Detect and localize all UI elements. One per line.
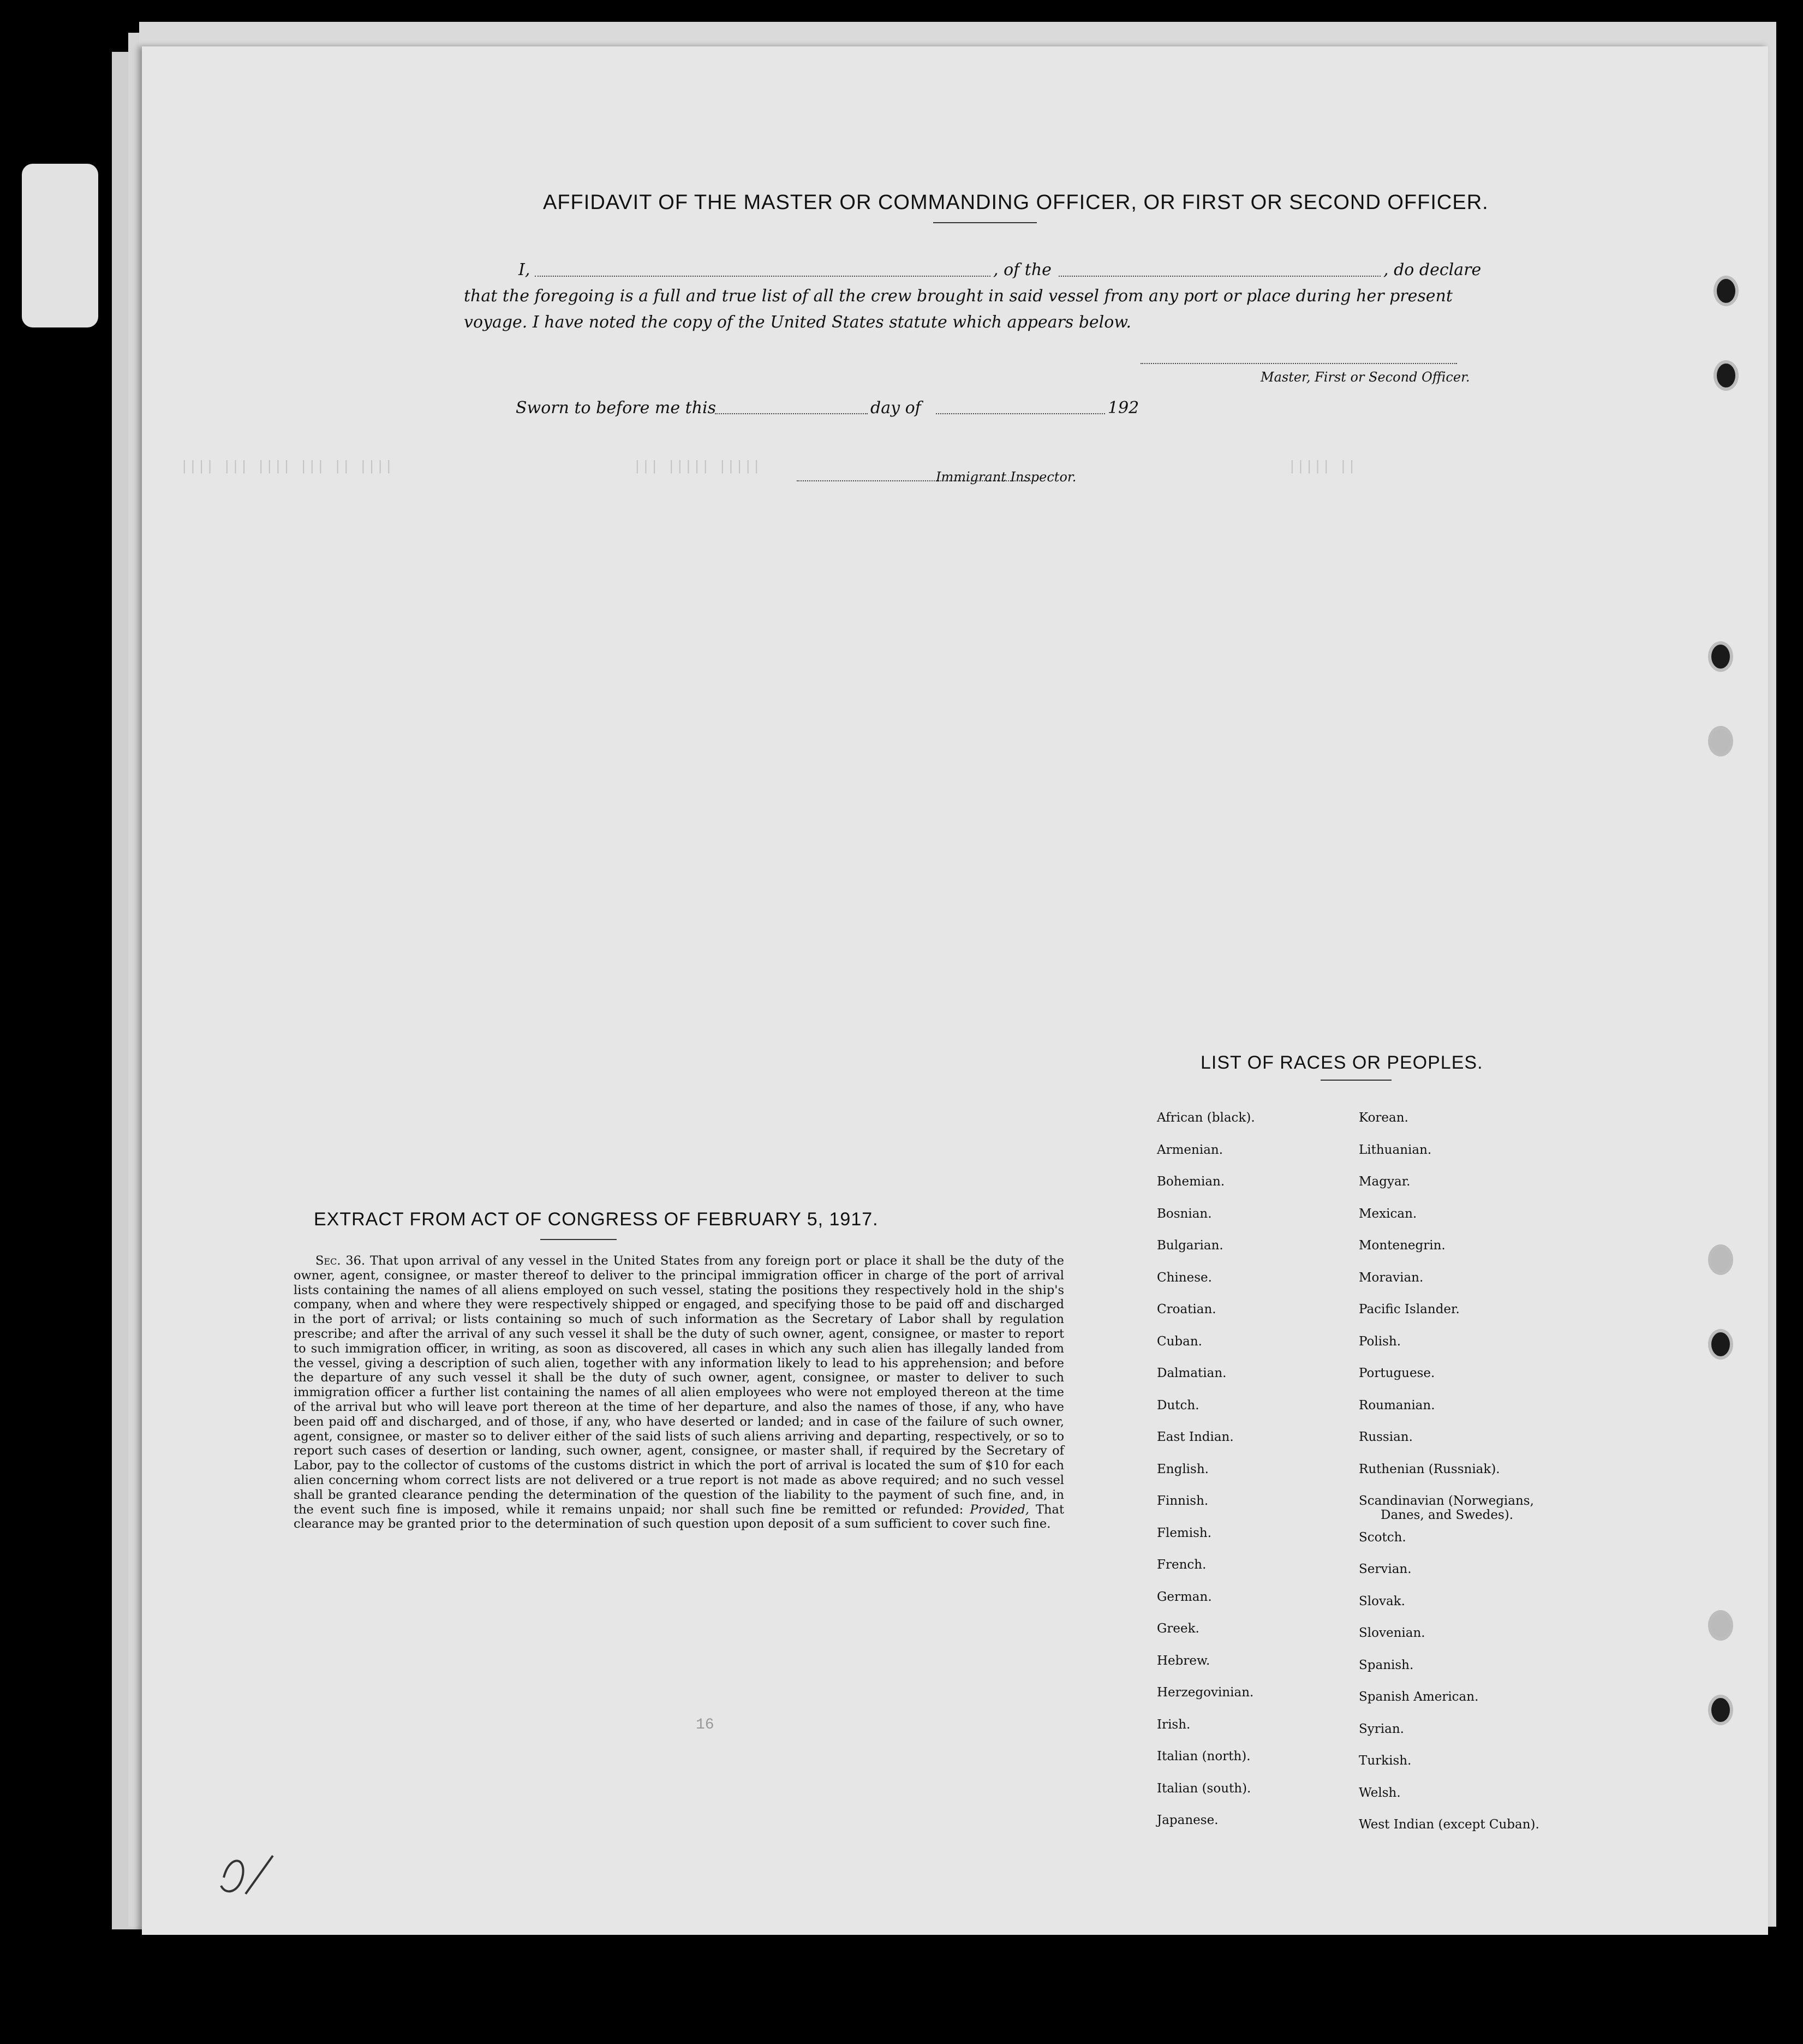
race-item: Portuguese. — [1359, 1366, 1435, 1380]
race-item: Welsh. — [1359, 1785, 1401, 1800]
master-signature-blank[interactable] — [1141, 363, 1457, 364]
binder-hole — [1708, 1329, 1733, 1360]
affidavit-i-label: I, — [518, 260, 530, 279]
binder-hole — [1708, 641, 1733, 672]
binder-hole — [1708, 1695, 1733, 1725]
document-page — [142, 46, 1768, 1935]
bleed-through-text: ||| ||||| ||||| — [633, 458, 761, 475]
race-item: Spanish American. — [1359, 1690, 1479, 1704]
page-edge-tab — [22, 164, 98, 327]
race-item: Italian (south). — [1157, 1781, 1251, 1796]
race-item: Japanese. — [1157, 1813, 1219, 1827]
race-item: Scotch. — [1359, 1530, 1406, 1545]
statute-body: That upon arrival of any vessel in the United States from any foreign port or place it shall be the duty of the owner, agent, consignee, or master thereof to deliver to the principal immigration officer in charge of the port of arrival lists containing the names of all aliens employed on such vessel, stating the positions they respectively hold in the ship's company, when and where they were respectively shipped or engaged, and specifying those to be paid off and discharged in the port of arrival; or lists containing so much of such information as the Secretary of Labor shall by regulation prescribe; and after the arrival of any such vessel it shall be the duty of such owner, agent, consignee, or master to report to such immigration officer, in writing, as soon as discovered, all cases in which any such alien has illegally landed from the vessel, giving a description of such alien, together with any information likely to lead to his apprehension; and before the departure of any such vessel it shall be the duty of such owner, agent, consignee, or master to deliver to such immigration officer a further list containing the names of all alien employees who were not employed thereon at the time of the arrival but who will leave port thereon at the time of her departure, and also the names of those, if any, who have been paid off and discharged, and of those, if any, who have deserted or landed; and in case of the failure of such owner, agent, consignee, or master so to deliver either of the said lists of such aliens arriving and departing, respectively, or so to report such cases of desertion or landing, such owner, agent, consignee, or master shall, if required by the Secretary of Labor, pay to the collector of customs of the customs district in which the port of arrival is located the sum of $10 for each alien concerning whom correct lists are not delivered or a true report is not made as above required; and no such vessel shall be granted clearance pending the determination of the question of the liability to the payment of such fine, and, in the event such fine is imposed, while it remains unpaid; nor shall such fine be remitted or refunded: — [294, 1254, 1064, 1517]
vessel-name-blank[interactable] — [1059, 276, 1381, 277]
races-heading: LIST OF RACES OR PEOPLES. — [1201, 1052, 1483, 1073]
race-item: Pacific Islander. — [1359, 1302, 1460, 1316]
race-item: Finnish. — [1157, 1494, 1209, 1508]
binder-hole — [1714, 276, 1739, 306]
handwritten-mark — [213, 1845, 284, 1905]
race-item: Bosnian. — [1157, 1206, 1212, 1221]
race-item: Turkish. — [1359, 1754, 1412, 1768]
race-item: English. — [1157, 1462, 1209, 1476]
affidavit-declare-label: , do declare — [1383, 260, 1482, 279]
sworn-label: Sworn to before me this — [516, 398, 717, 418]
race-item: Magyar. — [1359, 1175, 1411, 1189]
master-signature-label: Master, First or Second Officer. — [1261, 370, 1470, 385]
race-item: Irish. — [1157, 1717, 1191, 1732]
race-item: Korean. — [1359, 1111, 1408, 1125]
race-item: Italian (north). — [1157, 1749, 1251, 1763]
sworn-month-blank[interactable] — [936, 413, 1105, 414]
statute-body-end: That clearance may be granted prior to the determination of such question upon deposit of a sum sufficient to cover such fine. — [294, 1502, 1064, 1531]
race-item: Roumanian. — [1359, 1398, 1435, 1413]
year-label: 192 — [1108, 398, 1139, 418]
affidavit-of-the-label: , of the — [993, 260, 1052, 279]
master-name-blank[interactable] — [535, 276, 990, 277]
heading-rule — [933, 222, 1037, 223]
statute-provided-label: Provided, — [970, 1502, 1030, 1517]
sworn-day-blank[interactable] — [715, 413, 868, 414]
race-item: Montenegrin. — [1359, 1238, 1446, 1253]
race-item: Syrian. — [1359, 1721, 1404, 1736]
binder-hole — [1714, 360, 1739, 391]
race-item: Ruthenian (Russniak). — [1359, 1462, 1500, 1476]
bleed-through-text: ||||| || — [1288, 458, 1356, 475]
races-column-1 — [1157, 1111, 1353, 1886]
race-item: Hebrew. — [1157, 1653, 1210, 1668]
affidavit-line-3: voyage. I have noted the copy of the United States statute which appears below. — [464, 313, 1131, 332]
binder-hole — [1708, 726, 1733, 756]
race-item: Dalmatian. — [1157, 1366, 1227, 1380]
race-item: Flemish. — [1157, 1525, 1212, 1540]
race-item: Greek. — [1157, 1622, 1199, 1636]
binder-hole — [1708, 1610, 1733, 1641]
extract-heading-rule — [540, 1239, 617, 1240]
race-item: Croatian. — [1157, 1302, 1216, 1316]
races-column-2 — [1359, 1111, 1588, 1886]
race-item: Chinese. — [1157, 1270, 1212, 1285]
statute-section-label: Sec. 36. — [315, 1254, 366, 1268]
race-item: Slovak. — [1359, 1594, 1405, 1608]
race-item: West Indian (except Cuban). — [1359, 1817, 1539, 1832]
race-item: Moravian. — [1359, 1270, 1424, 1285]
race-item: German. — [1157, 1589, 1212, 1604]
race-item: Herzegovinian. — [1157, 1685, 1254, 1700]
inspector-label: Immigrant Inspector. — [936, 469, 1077, 485]
race-item: African (black). — [1157, 1111, 1255, 1125]
affidavit-heading: AFFIDAVIT OF THE MASTER OR COMMANDING OFFICER, OR FIRST OR SECOND OFFICER. — [543, 191, 1489, 214]
race-item: Danes, and Swedes). — [1381, 1508, 1514, 1522]
race-item: Scandinavian (Norwegians, — [1359, 1494, 1534, 1508]
race-item: East Indian. — [1157, 1430, 1234, 1444]
affidavit-line-2: that the foregoing is a full and true list of all the crew brought in said vessel from any port or place during her present — [464, 287, 1453, 306]
statute-text — [294, 1254, 1064, 1531]
bleed-through-text: |||| ||| |||| ||| || |||| — [180, 458, 393, 475]
race-item: Dutch. — [1157, 1398, 1199, 1413]
race-item: Bulgarian. — [1157, 1238, 1223, 1253]
race-item: French. — [1157, 1558, 1207, 1572]
race-item: Russian. — [1359, 1430, 1413, 1444]
race-item: Armenian. — [1157, 1142, 1223, 1157]
races-heading-rule — [1321, 1080, 1392, 1081]
day-of-label: day of — [870, 398, 921, 418]
race-item: Servian. — [1359, 1562, 1412, 1576]
race-item: Bohemian. — [1157, 1175, 1225, 1189]
race-item: Lithuanian. — [1359, 1142, 1432, 1157]
margin-mark: 16 — [696, 1717, 714, 1733]
race-item: Cuban. — [1157, 1334, 1202, 1349]
race-item: Mexican. — [1359, 1206, 1417, 1221]
binder-hole — [1708, 1244, 1733, 1275]
race-item: Slovenian. — [1359, 1626, 1425, 1640]
race-item: Spanish. — [1359, 1658, 1414, 1672]
extract-heading: EXTRACT FROM ACT OF CONGRESS OF FEBRUARY 5, 1917. — [314, 1209, 879, 1230]
race-item: Polish. — [1359, 1334, 1401, 1349]
